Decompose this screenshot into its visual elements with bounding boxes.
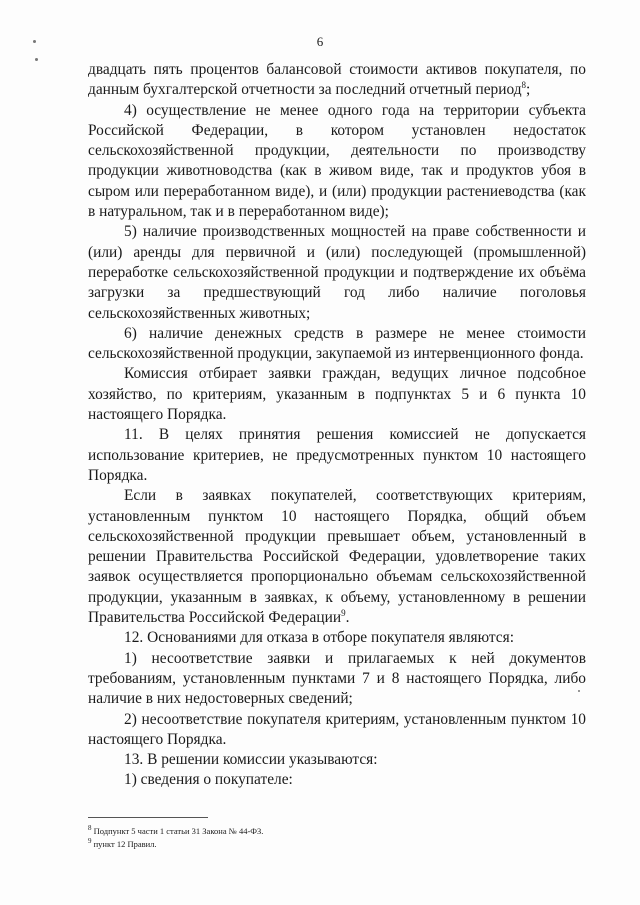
paragraph-text: 5) наличие производственных мощностей на праве собственности и (или) аренды для первичной и (или) последующей (промышленной) переработке сельскохозяйственной продукции и подтверждение их объёма загрузки за предшествующий год либо наличие поголовья сельскохозяйственных животных; [88,223,586,322]
paragraph-text: Если в заявках покупателей, соответствующих критериям, установленным пунктом 10 настоящего Порядка, общий объем сельскохозяйственной продукции превышает объем, установленный в решении Правительства Российской Федерации, удовлетворение таких заявок осуществляется пропорционально объемам сельскохозяйственной продукции, указанным в заявках, к объему, установленному в решении Правительства Российской Федерации [88,487,586,627]
footnote-ref: 8 [521,80,527,91]
paragraph [88,222,586,323]
footnote-divider [88,817,208,818]
paragraph [88,770,586,790]
paragraph-tail: . [345,609,350,627]
footnote [88,825,263,838]
paragraph-text: 11. В целях принятия решения комиссией не допускается использование критериев, не предусмотренных пунктом 10 настоящего Порядка. [88,426,586,484]
paragraph-tail: ; [526,81,531,99]
document-body [88,60,586,791]
paragraph [88,710,586,751]
paragraph [88,101,586,223]
paragraph [88,750,586,770]
paragraph-text: 1) несоответствие заявки и прилагаемых к ней документов требованиям, установленным пунктами 7 и 8 настоящего Порядка, либо наличие в них недостоверных сведений; [88,649,586,708]
paragraph [88,60,586,101]
paragraph-text: Комиссия отбирает заявки граждан, ведущих личное подсобное хозяйство, по критериям, указанным в подпунктах 5 и 6 пункта 10 настоящего Порядка. [88,365,586,424]
footnote-marker: 9 [88,837,92,846]
paragraph-text: 1) сведения о покупателе: [124,771,293,789]
paragraph [88,324,586,365]
paragraph [88,425,586,486]
footnote [88,838,263,851]
footnote-text: пункт 12 Правил. [93,839,157,849]
paragraph-text: двадцать пять процентов балансовой стоимости активов покупателя, по данным бухгалтерской отчетности за последний отчетный период [88,61,586,99]
paragraph-text: 6) наличие денежных средств в размере не менее стоимости сельскохозяйственной продукции, закупаемой из интервенционного фонда. [88,324,586,363]
footnotes [88,825,263,851]
footnote-text: Подпункт 5 части 1 статьи 31 Закона № 44-ФЗ. [93,826,264,836]
footnote-ref: 9 [341,607,346,618]
paragraph-text: 13. В решении комиссии указываются: [124,751,378,769]
footnote-marker: 8 [88,824,92,833]
paragraph-text: 4) осуществление не менее одного года на территории субъекта Российской Федерации, в котором установлен недостаток сельскохозяйственной продукции, деятельности по производству продукции животноводства (как в живом виде, так и продуктов убоя в сыром или переработанном виде), и (или) продукции растениеводства (как в натуральном, так и в переработанном виде); [88,101,586,221]
paragraph [88,486,586,628]
page-number: 6 [316,34,324,49]
paragraph [88,649,586,710]
paragraph-text: 2) несоответствие покупателя критериям, установленным пунктом 10 настоящего Порядка. [88,710,586,748]
scan-speck [35,58,38,61]
paragraph [88,628,586,648]
paragraph [88,364,586,425]
paragraph-text: 12. Основаниями для отказа в отборе покупателя являются: [124,629,514,647]
